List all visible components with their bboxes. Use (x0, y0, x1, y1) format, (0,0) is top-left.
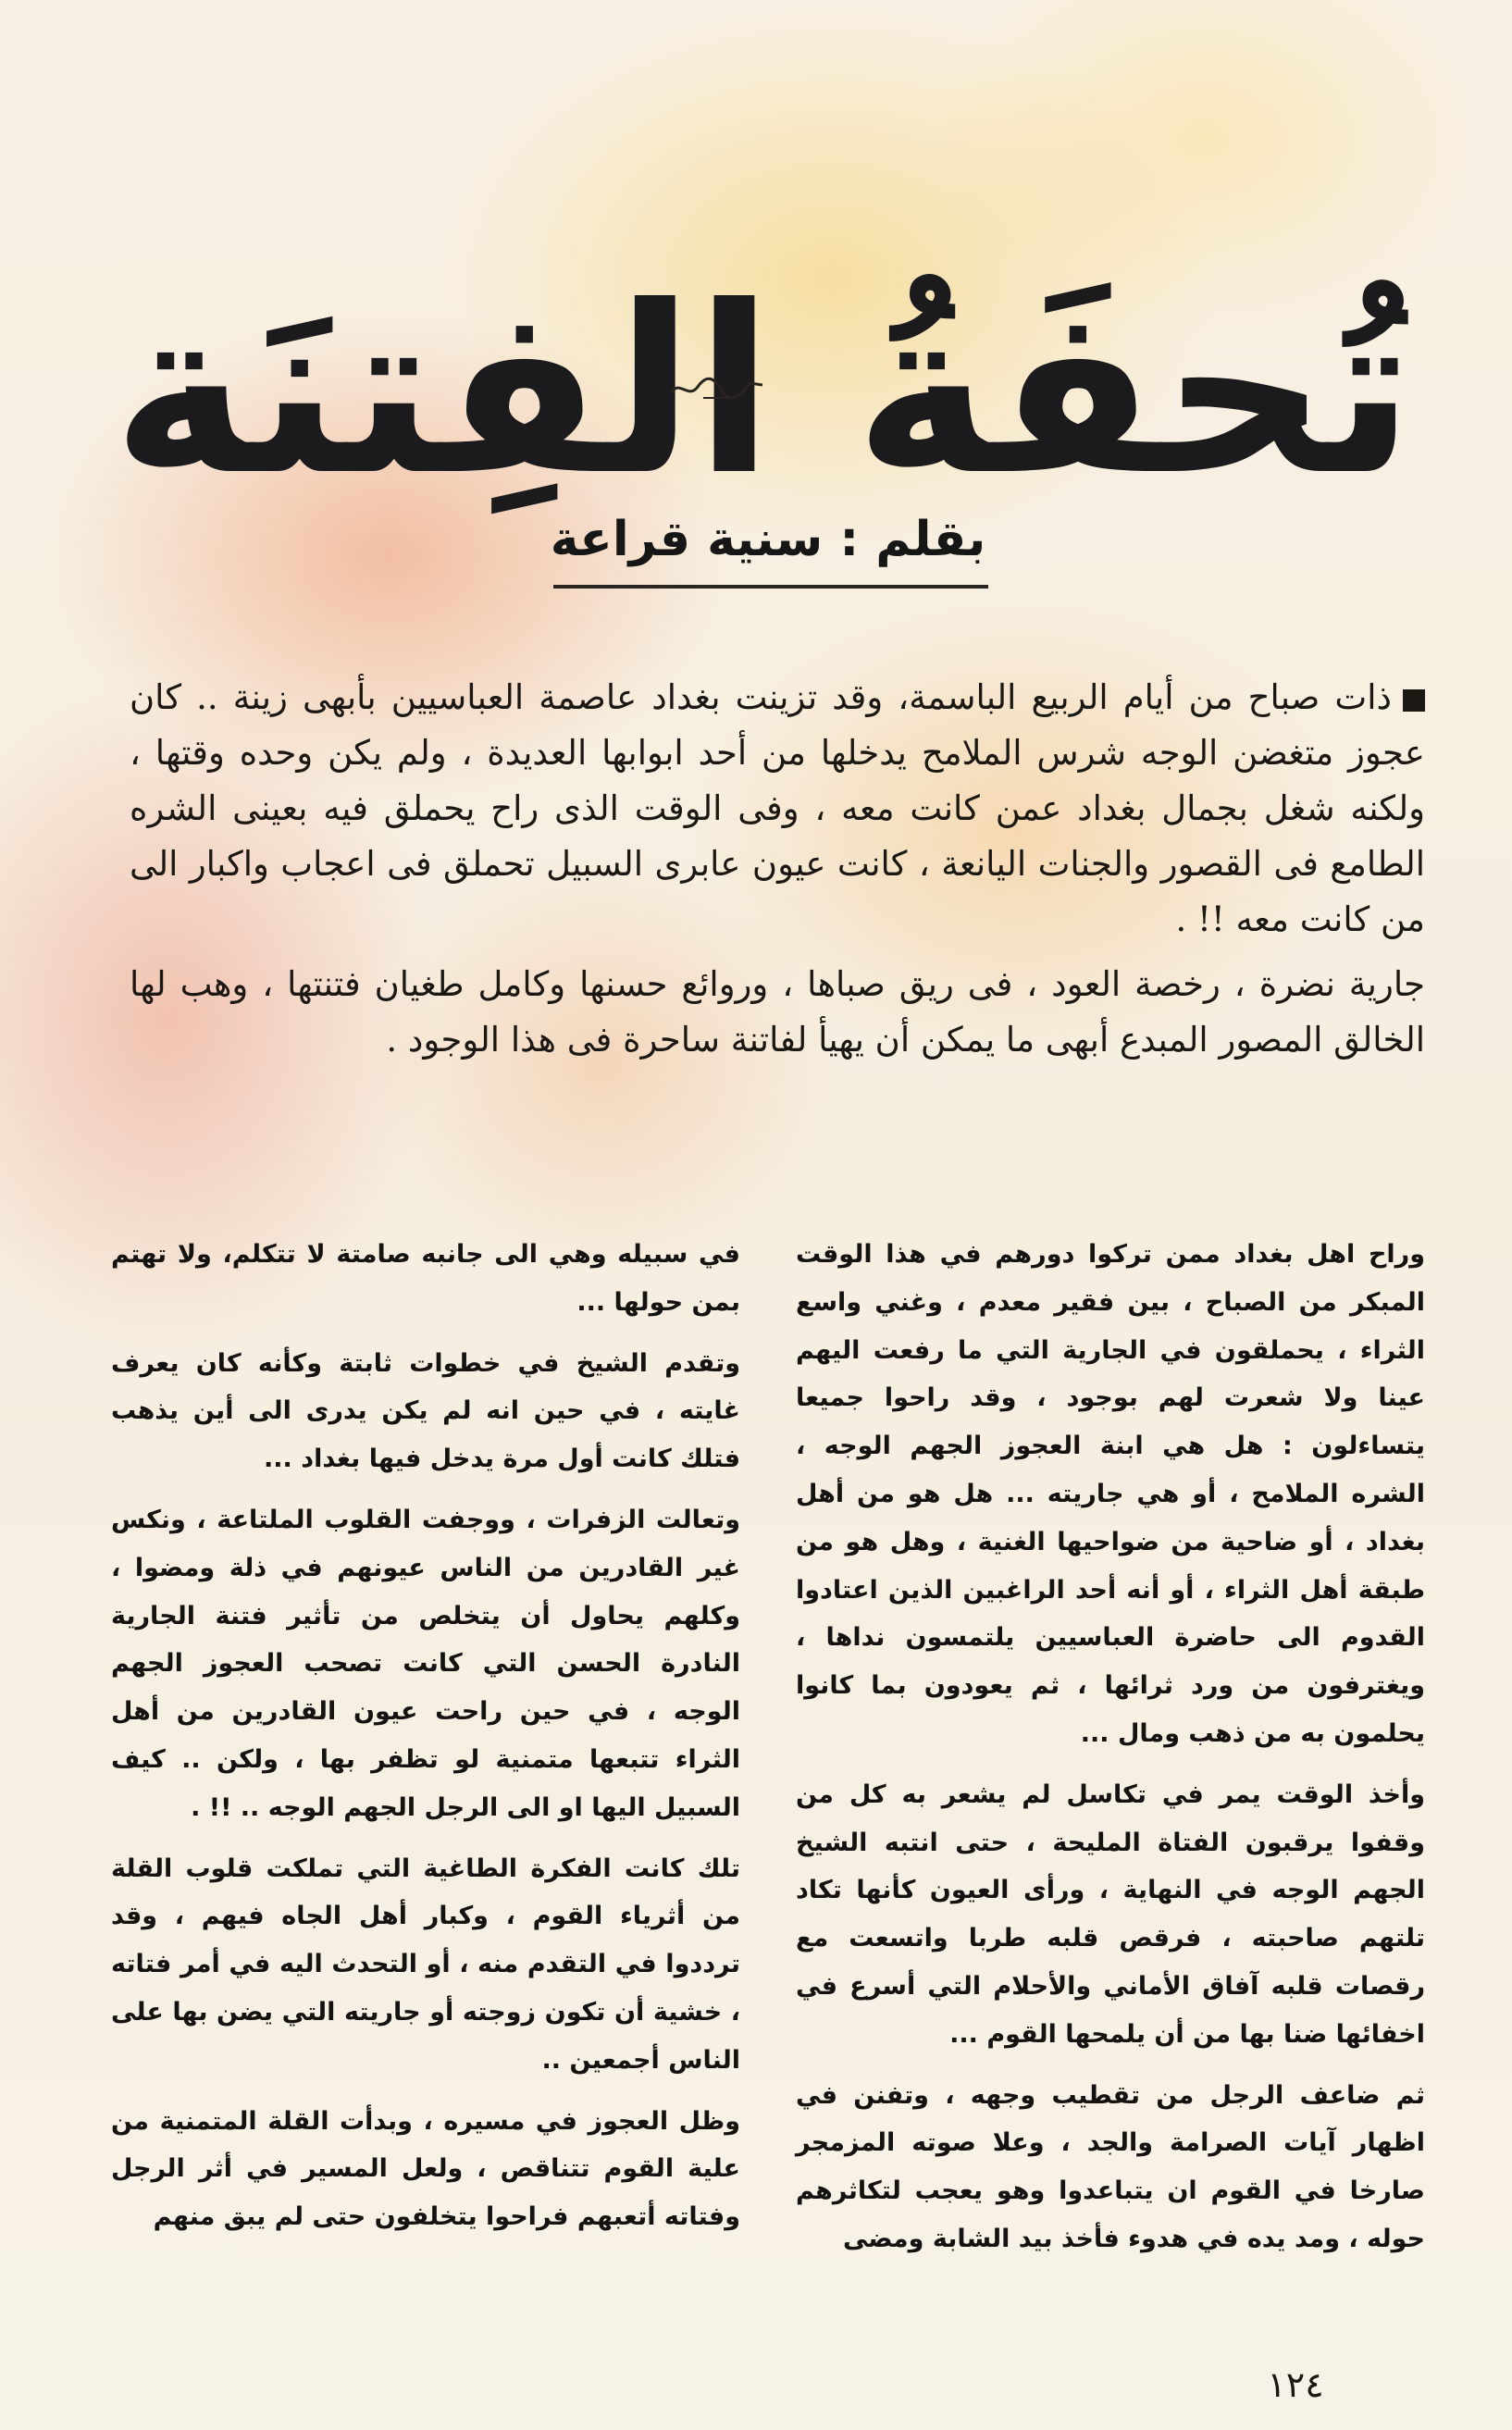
byline-underline (553, 585, 988, 589)
body-column-left (111, 1231, 740, 2254)
calligrapher-signature (666, 372, 768, 403)
body-paragraph: ثم ضاعف الرجل من تقطيب وجهه ، وتفنن في اظهار آيات الصرامة والجد ، وعلا صوته المزمجر صارخا في القوم ان يتباعدوا وهو يعجب لتكاثرهم حوله ، ومد يده في هدوء فأخذ بيد الشابة ومضى (796, 2080, 1425, 2253)
page-number: ١٢٤ (1267, 2364, 1324, 2405)
article-title: تُحفَةُ الفِتنَة (112, 255, 1415, 526)
body-paragraph: وتعالت الزفرات ، ووجفت القلوب الملتاعة ، ونكس غير القادرين من الناس عيونهم في ذلة ومضوا ، وكلهم يحاول أن يتخلص من تأثير فتنة الجارية النادرة الحسن التي كانت تصحب العجوز الجهم الوجه ، في حين راحت عيون القادرين من أهل الثراء تتبعها متمنية لو تظفر بها ، ولكن .. كيف السبيل اليها او الى الرجل الجهم الوجه .. !! . (111, 1505, 740, 1822)
article-intro (130, 670, 1425, 1077)
intro-paragraph (130, 670, 1425, 948)
intro-paragraph: جارية نضرة ، رخصة العود ، فى ريق صباها ، وروائع حسنها وكامل طغيان فتنتها ، وهب لها الخالق المصور المبدع أبهى ما يمكن أن يهيأ لفاتنة ساحرة فى هذا الوجود . (130, 964, 1425, 1060)
body-column-right (796, 1231, 1425, 2276)
body-paragraph: وراح اهل بغداد ممن تركوا دورهم في هذا الوقت المبكر من الصباح ، بين فقير معدم ، وغني واسع الثراء ، يحملقون في الجارية التي ما رفعت اليهم عينا ولا شعرت لهم بوجود ، وقد راحوا جميعا يتساءلون : هل هي ابنة العجوز الجهم الوجه ، الشره الملامح ، أو هي جاريته ... هل هو من أهل بغداد ، أو ضاحية من ضواحيها الغنية ، وهل هو من طبقة أهل الثراء ، أو أنه أحد الراغبين الذين اعتادوا القدوم الى حاضرة العباسيين يلتمسون نداها ، ويغترفون من ورد ثرائها ، ثم يعودون بما كانوا يحلمون به من ذهب ومال ... (796, 1240, 1425, 1748)
author-byline: بقلم : سنية قراعة (550, 512, 986, 567)
body-paragraph: تلك كانت الفكرة الطاغية التي تملكت قلوب القلة من أثرياء القوم ، وكبار أهل الجاه فيهم ، وقد ترددوا في التقدم منه ، أو التحدث اليه في أمر فتاته ، خشية أن تكون زوجته أو جاريته التي يضن بها على الناس أجمعين .. (111, 1853, 740, 2075)
body-paragraph: في سبيله وهي الى جانبه صامتة لا تتكلم، ولا تهتم بمن حولها ... (111, 1240, 740, 1317)
body-paragraph: وأخذ الوقت يمر في تكاسل لم يشعر به كل من وقفوا يرقبون الفتاة المليحة ، حتى انتبه الشيخ الجهم الوجه في النهاية ، ورأى العيون كأنها تكاد تلتهم صاحبته ، فرقص قلبه طربا واتسعت مع رقصات قلبه آفاق الأماني والأحلام التي أسرع في اخفائها ضنا بها من أن يلمحها القوم ... (796, 1779, 1425, 2049)
square-bullet-icon (1403, 689, 1425, 712)
body-paragraph: وتقدم الشيخ في خطوات ثابتة وكأنه كان يعرف غايته ، في حين انه لم يكن يدرى الى أين يذهب فتلك كانت أول مرة يدخل فيها بغداد ... (111, 1348, 740, 1474)
intro-paragraph-text: ذات صباح من أيام الربيع الباسمة، وقد تزينت بغداد عاصمة العباسيين بأبهى زينة .. كان عجوز متغضن الوجه شرس الملامح يدخلها من أحد ابوابها العديدة ، ولم يكن وحده وقتها ، ولكنه شغل بجمال بغداد عمن كانت معه ، وفى الوقت الذى راح يحملق فيه بعينى الشره الطامع فى القصور والجنات اليانعة ، كانت عيون عابرى السبيل تحملق فى اعجاب واكبار الى من كانت معه !! . (130, 677, 1425, 939)
body-paragraph: وظل العجوز في مسيره ، وبدأت القلة المتمنية من علية القوم تتناقص ، ولعل المسير في أثر الرجل وفتاته أتعبهم فراحوا يتخلفون حتى لم يبق منهم (111, 2106, 740, 2232)
